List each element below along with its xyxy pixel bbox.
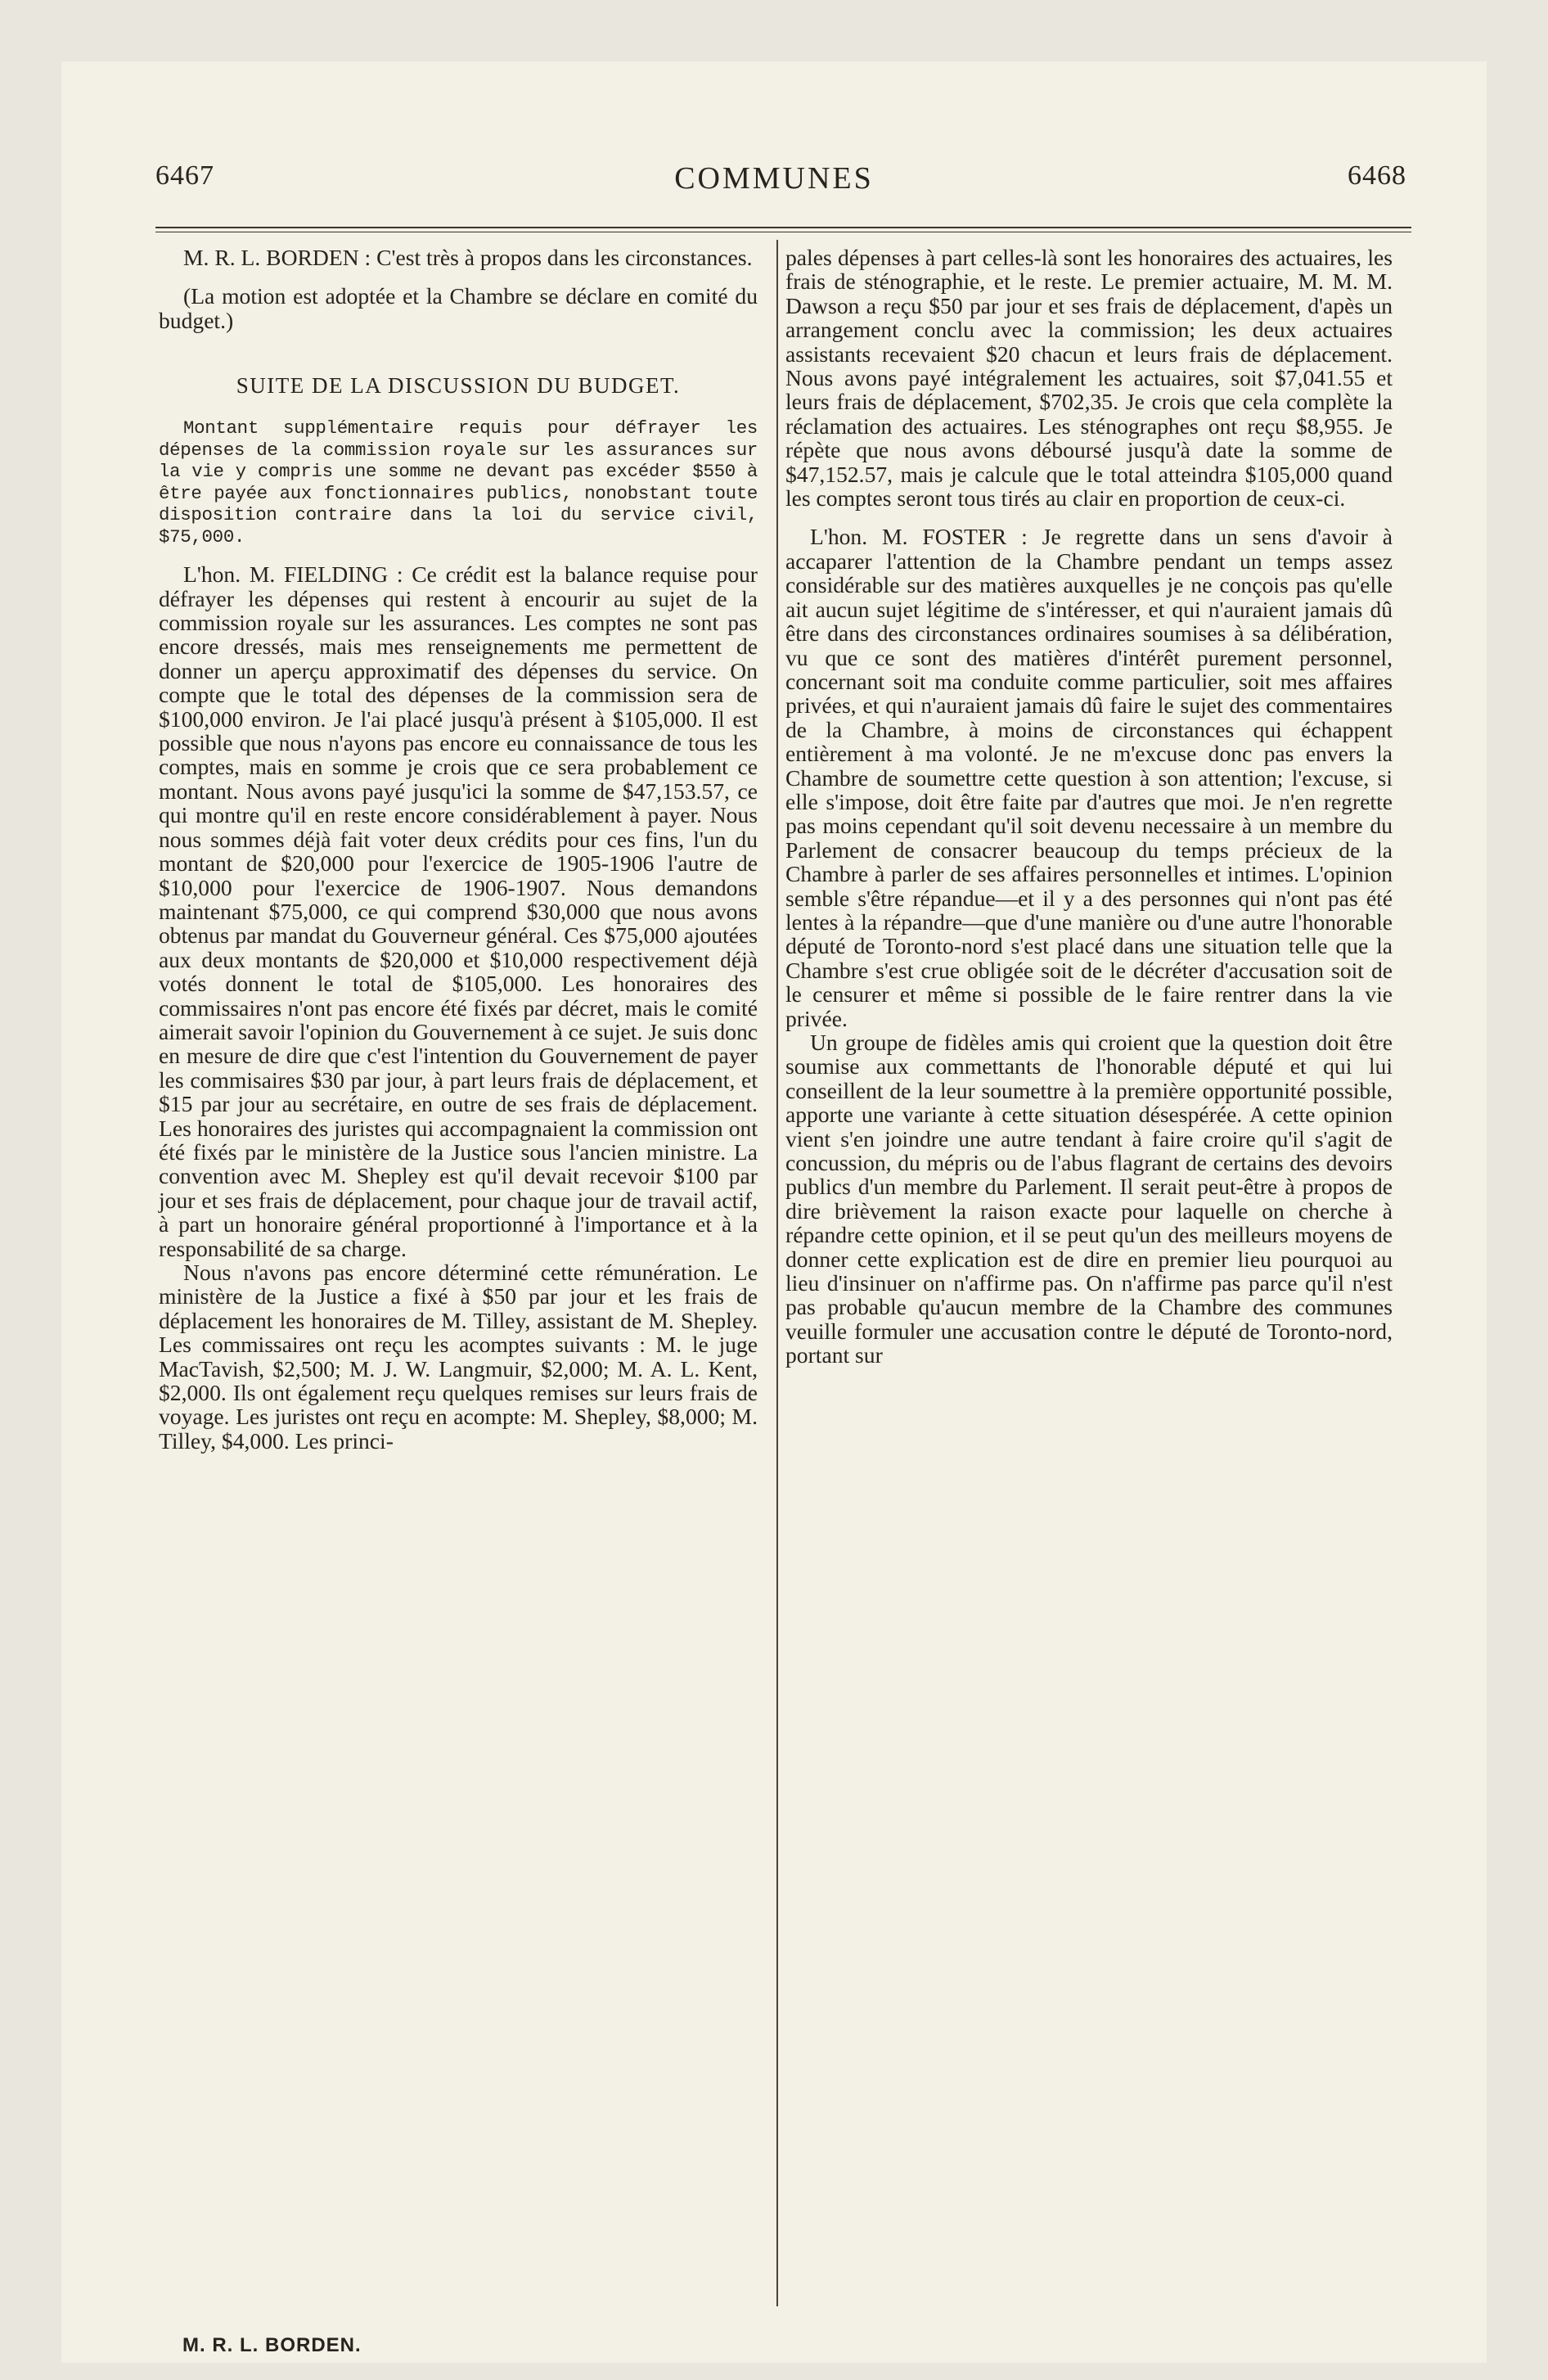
- motion-note: (La motion est adoptée et la Chambre se déclare en comité du budget.): [159, 283, 758, 333]
- foster-speech: L'hon. M. FOSTER : Je regrette dans un sens d'avoir à accaparer l'attention de la Chambre pendant un temps assez considérable sur des matières auxquelles je ne conçois pas qu'elle ait aucun sujet légitime de s'intéresser, et qui n'auraient jamais dû être dans des circonstances ordinaires soumises à sa délibération, vu que ce sont des matières d'intérêt purement personnel, concernant soit ma conduite comme particulier, soit mes affaires privées, et qui n'auraient jamais dû faire le sujet des commentaires de la Chambre, à moins de circonstances qui échappent entièrement à ma volonté. Je ne m'excuse donc pas envers la Chambre de soumettre cette question à son attention; l'excuse, si elle s'impose, doit être faite par d'autres que moi. Je n'en regrette pas moins cependant qu'il soit devenu necessaire à un membre du Parlement de consacrer beaucoup du temps précieux de la Chambre à parler de ses affaires personnelles et intimes. L'opinion semble s'être répandue—et il y a des personnes qui n'ont pas été lentes à la répandre—que d'une manière ou d'une autre l'honorable député de Toronto-nord s'est placé dans une situation telle que la Chambre s'est crue obligée soit de le décréter d'accusation soit de le censurer et même si possible de le faire rentrer dans la vie privée.: [785, 524, 1393, 1031]
- header-rule: [155, 227, 1411, 228]
- foster-speech-continued: Un groupe de fidèles amis qui croient que la question doit être soumise aux commettants de l'honorable député et qui lui conseillent de la leur soumettre à la première opportunité possible, apporte une variante à cette situation désespérée. A cette opinion vient s'en joindre une autre tendant à faire croire qu'il s'agit de concussion, du mépris ou de l'abus flagrant de certains des devoirs publics d'un membre du Parlement. Il serait peut-être à propos de dire brièvement la raison exacte pour laquelle on cherche à répandre cette opinion, et il se peut qu'un des meilleurs moyens de donner cette explication est de dire en premier lieu pourquoi au lieu d'insinuer on n'affirme pas. On n'affirme pas parce qu'il n'est pas probable qu'aucun membre de la Chambre des communes veuille formuler une accusation contre le député de Toronto-nord, portant sur: [785, 1030, 1393, 1368]
- column-divider: [776, 240, 778, 2306]
- left-column: [159, 246, 758, 1453]
- right-page-number: 6468: [1348, 160, 1406, 191]
- footer-speaker-tag: M. R. L. BORDEN.: [182, 2334, 362, 2356]
- supply-item: Montant supplémentaire requis pour défrayer les dépenses de la commission royale sur les assurances sur la vie y compris une somme ne devant pas excéder $550 à être payée aux fonctionnaires publics, nonobstant toute disposition contraire dans la loi du service civil, $75,000.: [159, 417, 758, 548]
- section-heading: SUITE DE LA DISCUSSION DU BUDGET.: [236, 373, 681, 399]
- right-column: [785, 246, 1393, 1368]
- left-page-number: 6467: [155, 160, 214, 191]
- borden-remark: M. R. L. BORDEN : C'est très à propos dans les circonstances.: [183, 245, 753, 270]
- fielding-speech-end: pales dépenses à part celles-là sont les honoraires des actuaires, les frais de sténographie, et le reste. Le premier actuaire, M. M. M. Dawson a reçu $50 par jour et ses frais de déplacement, d'apès un arrangement conclu avec la commission; les deux actuaires assistants recevaient $20 chacun et leurs frais de déplacement. Nous avons payé intégralement les actuaires, soit $7,041.55 et leurs frais de déplacement, $702,35. Je crois que cela complète la réclamation des actuaires. Les sténographes ont reçu $8,955. Je répète que nous avons déboursé jusqu'à date la somme de $47,152.57, mais je calcule que le total atteindra $105,000 quand les comptes seront tous tirés au clair en proportion de ceux-ci.: [785, 245, 1393, 512]
- fielding-speech-continued: Nous n'avons pas encore déterminé cette rémunération. Le ministère de la Justice a fixé à $50 par jour et les frais de déplacement les honoraires de M. Tilley, assistant de M. Shepley. Les commissaires ont reçu les acomptes suivants : M. le juge MacTavish, $2,500; M. J. W. Langmuir, $2,000; M. A. L. Kent, $2,000. Ils ont également reçu quelques remises sur leurs frais de voyage. Les juristes ont reçu en acompte: M. Shepley, $8,000; M. Tilley, $4,000. Les princi-: [159, 1260, 758, 1454]
- fielding-speech: L'hon. M. FIELDING : Ce crédit est la balance requise pour défrayer les dépenses qui restent à encourir au sujet de la commission royale sur les assurances. Les comptes ne sont pas encore dressés, mais mes renseignements me permettent de donner un aperçu approximatif des dépenses du service. On compte que le total des dépenses de la commission sera de $100,000 environ. Je l'ai placé jusqu'à présent à $105,000. Il est possible que nous n'ayons pas encore eu connaissance de tous les comptes, mais en somme je crois que ce sera probablement ce montant. Nous avons payé jusqu'ici la somme de $47,153.57, ce qui montre qu'il en reste encore considérablement à payer. Nous nous sommes déjà fait voter deux crédits pour ces fins, l'un du montant de $20,000 pour l'exercice de 1905-1906 l'autre de $10,000 pour l'exercice de 1906-1907. Nous demandons maintenant $75,000, ce qui comprend $30,000 que nous avons obtenus par mandat du Gouverneur général. Ces $75,000 ajoutées aux deux montants de $20,000 et $10,000 respectivement déjà votés donnent le total de $105,000. Les honoraires des commissaires n'ont pas encore été fixés par décret, mais le comité aimerait savoir l'opinion du Gouvernement à ce sujet. Je suis donc en mesure de dire que c'est l'intention du Gouvernement de payer les commisaires $30 par jour, à part leurs frais de déplacement, et $15 par jour au secrétaire, en outre de ses frais de déplacement. Les honoraires des juristes qui accompagnaient la commission ont été fixés par le ministère de la Justice sous l'ancien ministre. La convention avec M. Shepley est qu'il devait recevoir $100 par jour et ses frais de déplacement, pour chaque jour de travail actif, à part un honoraire général proportionné à l'importance et à la responsabilité de sa charge.: [159, 561, 758, 1261]
- running-title: COMMUNES: [674, 161, 874, 196]
